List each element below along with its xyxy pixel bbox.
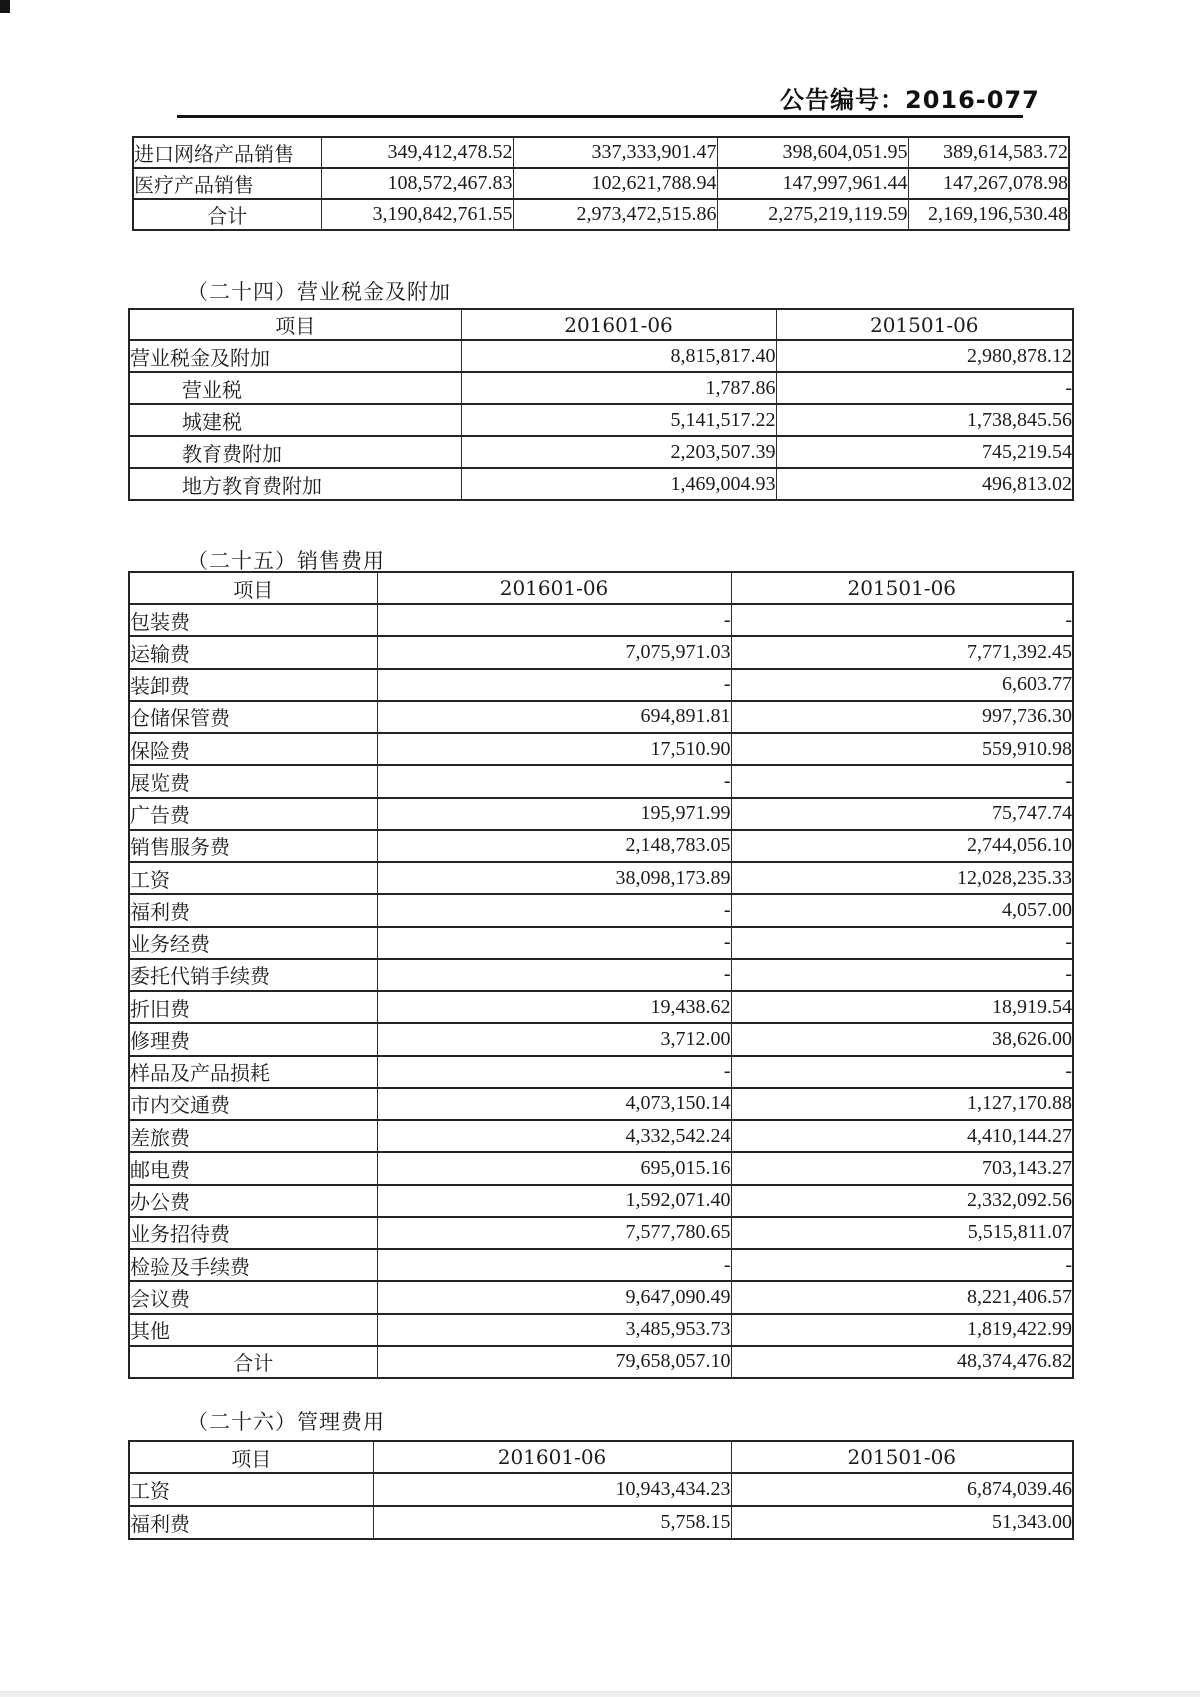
row-label-cell: 业务经费 [129,927,377,959]
value-cell: 147,267,078.98 [908,168,1069,199]
value-cell: 2,203,507.39 [461,436,776,468]
scan-artifact-bottom-edge [0,1691,1200,1697]
value-cell: - [377,765,731,797]
table-row [129,1314,1073,1346]
column-header-cell: 201601-06 [377,572,731,604]
value-cell: 9,647,090.49 [377,1281,731,1313]
value-cell: 3,485,953.73 [377,1314,731,1346]
row-label-cell: 邮电费 [129,1152,377,1184]
value-cell: 745,219.54 [776,436,1073,468]
table-row [129,1185,1073,1217]
row-label-cell: 委托代销手续费 [129,959,377,991]
financial-table [128,308,1074,501]
column-header-cell: 项目 [129,1441,373,1473]
value-cell: 38,626.00 [731,1023,1073,1055]
value-cell: 2,275,219,119.59 [717,199,908,230]
value-cell: 7,075,971.03 [377,636,731,668]
value-cell: - [731,927,1073,959]
value-cell: - [377,1056,731,1088]
column-header-cell: 项目 [129,309,461,340]
header-row [129,1441,1073,1473]
row-label-cell: 进口网络产品销售 [133,137,321,168]
table-row [129,1152,1073,1184]
row-label-cell: 工资 [129,1473,373,1506]
table-row [129,1023,1073,1055]
value-cell: 6,603.77 [731,669,1073,701]
table-row [129,1281,1073,1313]
value-cell: 147,997,961.44 [717,168,908,199]
value-cell: 2,169,196,530.48 [908,199,1069,230]
row-label-cell: 城建税 [129,404,461,436]
value-cell: 38,098,173.89 [377,862,731,894]
row-label-cell: 市内交通费 [129,1088,377,1120]
value-cell: 48,374,476.82 [731,1346,1073,1378]
table-row [129,1506,1073,1539]
column-header-cell: 项目 [129,572,377,604]
row-label-cell: 销售服务费 [129,830,377,862]
table-row [129,372,1073,404]
selling-expenses-table [128,571,1074,1379]
value-cell: 1,592,071.40 [377,1185,731,1217]
value-cell: 1,127,170.88 [731,1088,1073,1120]
table-row [129,991,1073,1023]
value-cell: 102,621,788.94 [513,168,717,199]
value-cell: 695,015.16 [377,1152,731,1184]
section-title-admin-expenses: （二十六）管理费用 [187,1410,385,1434]
value-cell: 17,510.90 [377,733,731,765]
value-cell: 8,815,817.40 [461,340,776,372]
value-cell: 3,190,842,761.55 [321,199,513,230]
column-header-cell: 201501-06 [731,572,1073,604]
value-cell: 10,943,434.23 [373,1473,731,1506]
value-cell: 4,057.00 [731,894,1073,926]
row-label-cell: 仓储保管费 [129,701,377,733]
row-label-cell: 装卸费 [129,669,377,701]
table-row [129,733,1073,765]
table-row [129,669,1073,701]
admin-expenses-table [128,1440,1074,1540]
table-row [129,436,1073,468]
value-cell: 1,819,422.99 [731,1314,1073,1346]
row-label-cell: 福利费 [129,1506,373,1539]
column-header-cell: 201601-06 [461,309,776,340]
row-label-cell: 医疗产品销售 [133,168,321,199]
table-row [129,1346,1073,1378]
value-cell: 2,332,092.56 [731,1185,1073,1217]
business-tax-table [128,308,1074,501]
table-row [129,340,1073,372]
row-label-cell: 合计 [129,1346,377,1378]
announcement-number: 公告编号：2016-077 [780,86,1040,114]
value-cell: 4,332,542.24 [377,1120,731,1152]
value-cell: - [731,1249,1073,1281]
value-cell: 19,438.62 [377,991,731,1023]
row-label-cell: 营业税金及附加 [129,340,461,372]
table-row [129,468,1073,500]
table-row [133,199,1069,230]
financial-table [132,136,1070,231]
value-cell: - [377,894,731,926]
row-label-cell: 检验及手续费 [129,1249,377,1281]
table-row [129,604,1073,636]
value-cell: 6,874,039.46 [731,1473,1073,1506]
value-cell: - [377,1249,731,1281]
value-cell: 1,738,845.56 [776,404,1073,436]
column-header-cell: 201501-06 [776,309,1073,340]
table-row [129,862,1073,894]
section-title-selling-expenses: （二十五）销售费用 [187,549,385,573]
row-label-cell: 办公费 [129,1185,377,1217]
row-label-cell: 业务招待费 [129,1217,377,1249]
row-label-cell: 折旧费 [129,991,377,1023]
row-label-cell: 其他 [129,1314,377,1346]
value-cell: 2,980,878.12 [776,340,1073,372]
row-label-cell: 工资 [129,862,377,894]
row-label-cell: 营业税 [129,372,461,404]
value-cell: 79,658,057.10 [377,1346,731,1378]
table-row [129,701,1073,733]
table-row [129,636,1073,668]
row-label-cell: 差旅费 [129,1120,377,1152]
row-label-cell: 教育费附加 [129,436,461,468]
table-row [129,1249,1073,1281]
header-row [129,309,1073,340]
row-label-cell: 合计 [133,199,321,230]
row-label-cell: 会议费 [129,1281,377,1313]
value-cell: 18,919.54 [731,991,1073,1023]
table-row [129,894,1073,926]
value-cell: - [377,959,731,991]
row-label-cell: 广告费 [129,798,377,830]
value-cell: 1,469,004.93 [461,468,776,500]
value-cell: 195,971.99 [377,798,731,830]
row-label-cell: 修理费 [129,1023,377,1055]
value-cell: - [776,372,1073,404]
financial-table [128,1440,1074,1540]
sales-by-product-table-continued [132,136,1070,231]
value-cell: - [377,669,731,701]
value-cell: 3,712.00 [377,1023,731,1055]
table-row [129,1217,1073,1249]
value-cell: - [731,1056,1073,1088]
value-cell: 5,758.15 [373,1506,731,1539]
table-row [133,168,1069,199]
value-cell: 51,343.00 [731,1506,1073,1539]
value-cell: 389,614,583.72 [908,137,1069,168]
table-row [129,830,1073,862]
table-row [129,798,1073,830]
row-label-cell: 福利费 [129,894,377,926]
value-cell: 337,333,901.47 [513,137,717,168]
value-cell: 559,910.98 [731,733,1073,765]
value-cell: 12,028,235.33 [731,862,1073,894]
row-label-cell: 保险费 [129,733,377,765]
row-label-cell: 地方教育费附加 [129,468,461,500]
column-header-cell: 201501-06 [731,1441,1073,1473]
row-label-cell: 展览费 [129,765,377,797]
value-cell: 7,771,392.45 [731,636,1073,668]
value-cell: 496,813.02 [776,468,1073,500]
value-cell: - [731,765,1073,797]
table-row [129,765,1073,797]
value-cell: 703,143.27 [731,1152,1073,1184]
table-row [129,404,1073,436]
header-row [129,572,1073,604]
value-cell: - [731,959,1073,991]
row-label-cell: 运输费 [129,636,377,668]
table-row [129,1056,1073,1088]
value-cell: - [377,604,731,636]
value-cell: - [377,927,731,959]
table-row [129,1088,1073,1120]
value-cell: 5,515,811.07 [731,1217,1073,1249]
table-row [129,1120,1073,1152]
value-cell: 2,973,472,515.86 [513,199,717,230]
financial-table [128,571,1074,1379]
value-cell: 1,787.86 [461,372,776,404]
value-cell: 2,148,783.05 [377,830,731,862]
value-cell: 2,744,056.10 [731,830,1073,862]
section-title-business-tax: （二十四）营业税金及附加 [187,280,451,304]
table-row [129,959,1073,991]
row-label-cell: 样品及产品损耗 [129,1056,377,1088]
value-cell: 997,736.30 [731,701,1073,733]
table-row [129,927,1073,959]
scan-artifact-corner [0,0,10,13]
column-header-cell: 201601-06 [373,1441,731,1473]
row-label-cell: 包装费 [129,604,377,636]
value-cell: 694,891.81 [377,701,731,733]
value-cell: 349,412,478.52 [321,137,513,168]
table-row [133,137,1069,168]
value-cell: 8,221,406.57 [731,1281,1073,1313]
value-cell: 4,073,150.14 [377,1088,731,1120]
table-row [129,1473,1073,1506]
value-cell: 398,604,051.95 [717,137,908,168]
value-cell: 4,410,144.27 [731,1120,1073,1152]
value-cell: 75,747.74 [731,798,1073,830]
value-cell: 5,141,517.22 [461,404,776,436]
header-rule [177,115,1023,118]
value-cell: 7,577,780.65 [377,1217,731,1249]
value-cell: 108,572,467.83 [321,168,513,199]
value-cell: - [731,604,1073,636]
